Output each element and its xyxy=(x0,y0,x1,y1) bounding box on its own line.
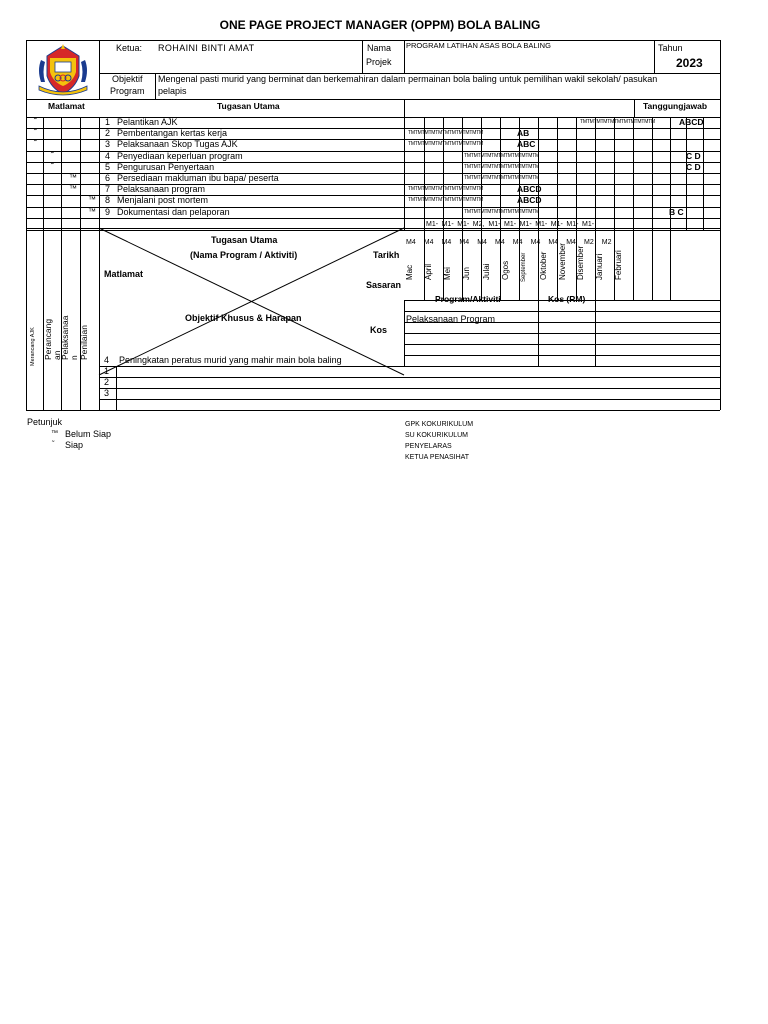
task-responsible: C D xyxy=(686,161,701,172)
task-number: 5 xyxy=(105,161,111,172)
task-number: 2 xyxy=(105,128,111,139)
month-label: Mac xyxy=(405,264,414,280)
matrix-tugasan-utama: Tugasan Utama xyxy=(211,235,278,245)
page-title: ONE PAGE PROJECT MANAGER (OPPM) BOLA BALING xyxy=(219,18,541,32)
week-range-label: M4 xyxy=(477,239,487,246)
legend-label-belum: Belum Siap xyxy=(65,429,112,439)
month-label: November xyxy=(558,243,567,280)
task-timeline: TMTMTMTMTMTMTMTMTMTMTM xyxy=(408,130,484,137)
task-number: 1 xyxy=(105,117,111,127)
vlabel-pelaksanaan: Pelaksanaa n xyxy=(60,315,79,360)
month-label: Jun xyxy=(462,267,471,280)
matrix-nama-program: (Nama Program / Aktiviti) xyxy=(190,250,298,260)
vlabel-perancangan: Perancang an xyxy=(43,318,62,360)
objective-number: 4 xyxy=(104,355,110,365)
week-label: M1- xyxy=(519,220,532,228)
week-range-label: M4 xyxy=(459,239,470,246)
task-number: 6 xyxy=(105,173,111,183)
goal-mark: ™ xyxy=(88,206,96,216)
signature-penyelaras: PENYELARAS xyxy=(405,443,452,450)
program-label: Program xyxy=(110,86,145,96)
week-range-label: M4 xyxy=(406,239,416,246)
task-responsible: ABC xyxy=(517,139,536,150)
legend-label-siap: Siap xyxy=(65,440,84,450)
projek-label: Projek xyxy=(366,57,392,67)
header-tanggungjawab: Tanggungjawab xyxy=(643,101,708,111)
task-responsible: B C xyxy=(669,206,684,217)
month-label: Januari xyxy=(595,253,604,280)
signature-su: SU KOKURIKULUM xyxy=(405,432,469,439)
goal-mark: ˜ xyxy=(34,117,37,126)
week-label: M1- xyxy=(426,220,439,228)
vlabel-penilaian: Penilaian xyxy=(79,325,89,360)
week-range-label: M4 xyxy=(566,239,576,246)
matrix-diagonals xyxy=(0,0,768,420)
objective-number: 1 xyxy=(104,366,110,376)
task-done-mark: ˜ xyxy=(410,116,413,125)
week-range-label: M4 xyxy=(530,239,541,246)
task-timeline: TMTMTMTMTMTMTMTMTMTMTM xyxy=(464,152,540,159)
week-range-label: M2 xyxy=(584,239,594,246)
month-label: Ogos xyxy=(501,260,510,280)
task-timeline: TMTMTMTMTMTMTMTMTMTMTM xyxy=(408,197,484,204)
goal-mark: ˜ xyxy=(34,139,37,149)
legend-symbol-belum: ™ xyxy=(51,430,58,437)
task-timeline: TMTMTMTMTMTMTMTMTMTMTM xyxy=(408,141,484,148)
tahun-value: 2023 xyxy=(676,56,703,70)
week-range-label: M4 xyxy=(423,239,434,246)
task-name: Pelaksanaan Skop Tugas AJK xyxy=(117,139,238,150)
signature-gpk: GPK KOKURIKULUM xyxy=(405,421,474,428)
matrix-pelaksanaan-program: Pelaksanaan Program xyxy=(406,314,496,324)
month-label: April xyxy=(424,263,433,280)
task-name: Penyediaan keperluan program xyxy=(117,150,243,161)
task-timeline: TMTMTMTMTMTMTMTMTMTMTM xyxy=(408,186,484,193)
month-label: September xyxy=(521,252,527,282)
goal-mark: ™ xyxy=(69,184,77,194)
objektif-text-1: Mengenal pasti murid yang berminat dan berkemahiran dalam permainan bola baling untuk pemilihan wakil sekolah/ pasukan xyxy=(158,74,658,84)
task-name: Pelantikan AJK xyxy=(117,117,178,127)
tahun-label: Tahun xyxy=(658,43,683,53)
signature-ketua-penasihat: KETUA PENASIHAT xyxy=(405,454,470,461)
week-label: M1- xyxy=(488,220,501,228)
legend-title: Petunjuk xyxy=(27,417,63,427)
task-number: 8 xyxy=(105,195,111,206)
task-timeline: TMTMTMTMTMTMTMTMTMTMTM xyxy=(464,163,540,170)
month-label: Mei xyxy=(443,267,452,280)
matrix-sasaran: Sasaran xyxy=(366,280,402,290)
nama-label: Nama xyxy=(367,43,392,53)
task-responsible: C D xyxy=(686,150,701,161)
task-responsible: ABCD xyxy=(679,117,704,127)
objektif-label: Objektif xyxy=(112,74,143,84)
task-responsible: AB xyxy=(517,128,530,139)
nama-projek-value: PROGRAM LATIHAN ASAS BOLA BALING xyxy=(406,41,551,50)
matrix-objektif-khusus: Objektif Khusus & Harapan xyxy=(185,313,302,323)
matrix-kos: Kos xyxy=(370,325,388,335)
task-name: Pelaksanaan program xyxy=(117,184,206,195)
week-label: M1- xyxy=(457,220,470,228)
task-name: Persediaan makluman ibu bapa/ peserta xyxy=(117,173,279,183)
month-label: Oktober xyxy=(539,251,548,280)
task-name: Menjalani post mortem xyxy=(117,195,209,206)
header-matlamat: Matlamat xyxy=(48,101,85,111)
objective-number: 2 xyxy=(104,377,110,387)
week-label: M1- xyxy=(441,220,454,228)
week-range-label: M4 xyxy=(512,239,523,246)
task-number: 9 xyxy=(105,206,111,217)
week-range-label: M4 xyxy=(495,239,505,246)
goal-mark: ˜ xyxy=(34,128,37,138)
vlabel-merancang-ajk: Merancang AJK xyxy=(30,327,36,366)
month-label: Julai xyxy=(482,263,491,280)
task-name: Pembentangan kertas kerja xyxy=(117,128,228,139)
objektif-text-2: pelapis xyxy=(158,86,187,96)
week-range-label: M4 xyxy=(548,239,559,246)
task-responsible: ABCD xyxy=(517,195,542,206)
week-label: M1- xyxy=(566,220,579,228)
week-range-label: M2 xyxy=(601,239,612,246)
week-label: M2, xyxy=(472,220,485,228)
task-number: 4 xyxy=(105,150,111,161)
goal-mark: ˜ xyxy=(51,161,54,171)
goal-mark: ™ xyxy=(69,173,77,182)
matrix-program-aktiviti: Program/Aktiviti xyxy=(435,294,501,304)
objective-number: 3 xyxy=(104,388,110,398)
task-name: Pengurusan Penyertaan xyxy=(117,161,215,172)
week-label: M1- xyxy=(535,220,548,228)
month-label: Februari xyxy=(614,250,623,280)
week-range-label: M4 xyxy=(441,239,452,246)
month-label: Disember xyxy=(576,245,585,280)
task-name: Dokumentasi dan pelaporan xyxy=(117,206,230,217)
ketua-value: ROHAINI BINTI AMAT xyxy=(158,43,255,53)
task-timeline: TMTMTMTMTMTMTMTMTMTMTM xyxy=(580,119,656,125)
legend-symbol-siap: ˜ xyxy=(52,441,55,448)
ketua-label: Ketua: xyxy=(116,43,143,53)
header-tugasan-utama: Tugasan Utama xyxy=(217,101,280,111)
week-label: M1- xyxy=(582,220,595,228)
objective-text: Peningkatan peratus murid yang mahir main bola baling xyxy=(119,355,342,365)
matrix-matlamat: Matlamat xyxy=(104,269,144,279)
matrix-kos-rm: Kos (RM) xyxy=(548,294,586,304)
goal-mark: ™ xyxy=(88,195,96,205)
matrix-tarikh: Tarikh xyxy=(373,250,400,260)
week-label: M1- xyxy=(550,220,563,228)
task-timeline: TMTMTMTMTMTMTMTMTMTMTM xyxy=(464,208,540,215)
task-number: 7 xyxy=(105,184,111,195)
task-number: 3 xyxy=(105,139,111,150)
week-label: M1- xyxy=(504,220,517,228)
task-responsible: ABCD xyxy=(517,184,542,195)
goal-mark: ˜ xyxy=(51,150,54,160)
task-timeline: TMTMTMTMTMTMTMTMTMTMTM xyxy=(464,175,540,181)
